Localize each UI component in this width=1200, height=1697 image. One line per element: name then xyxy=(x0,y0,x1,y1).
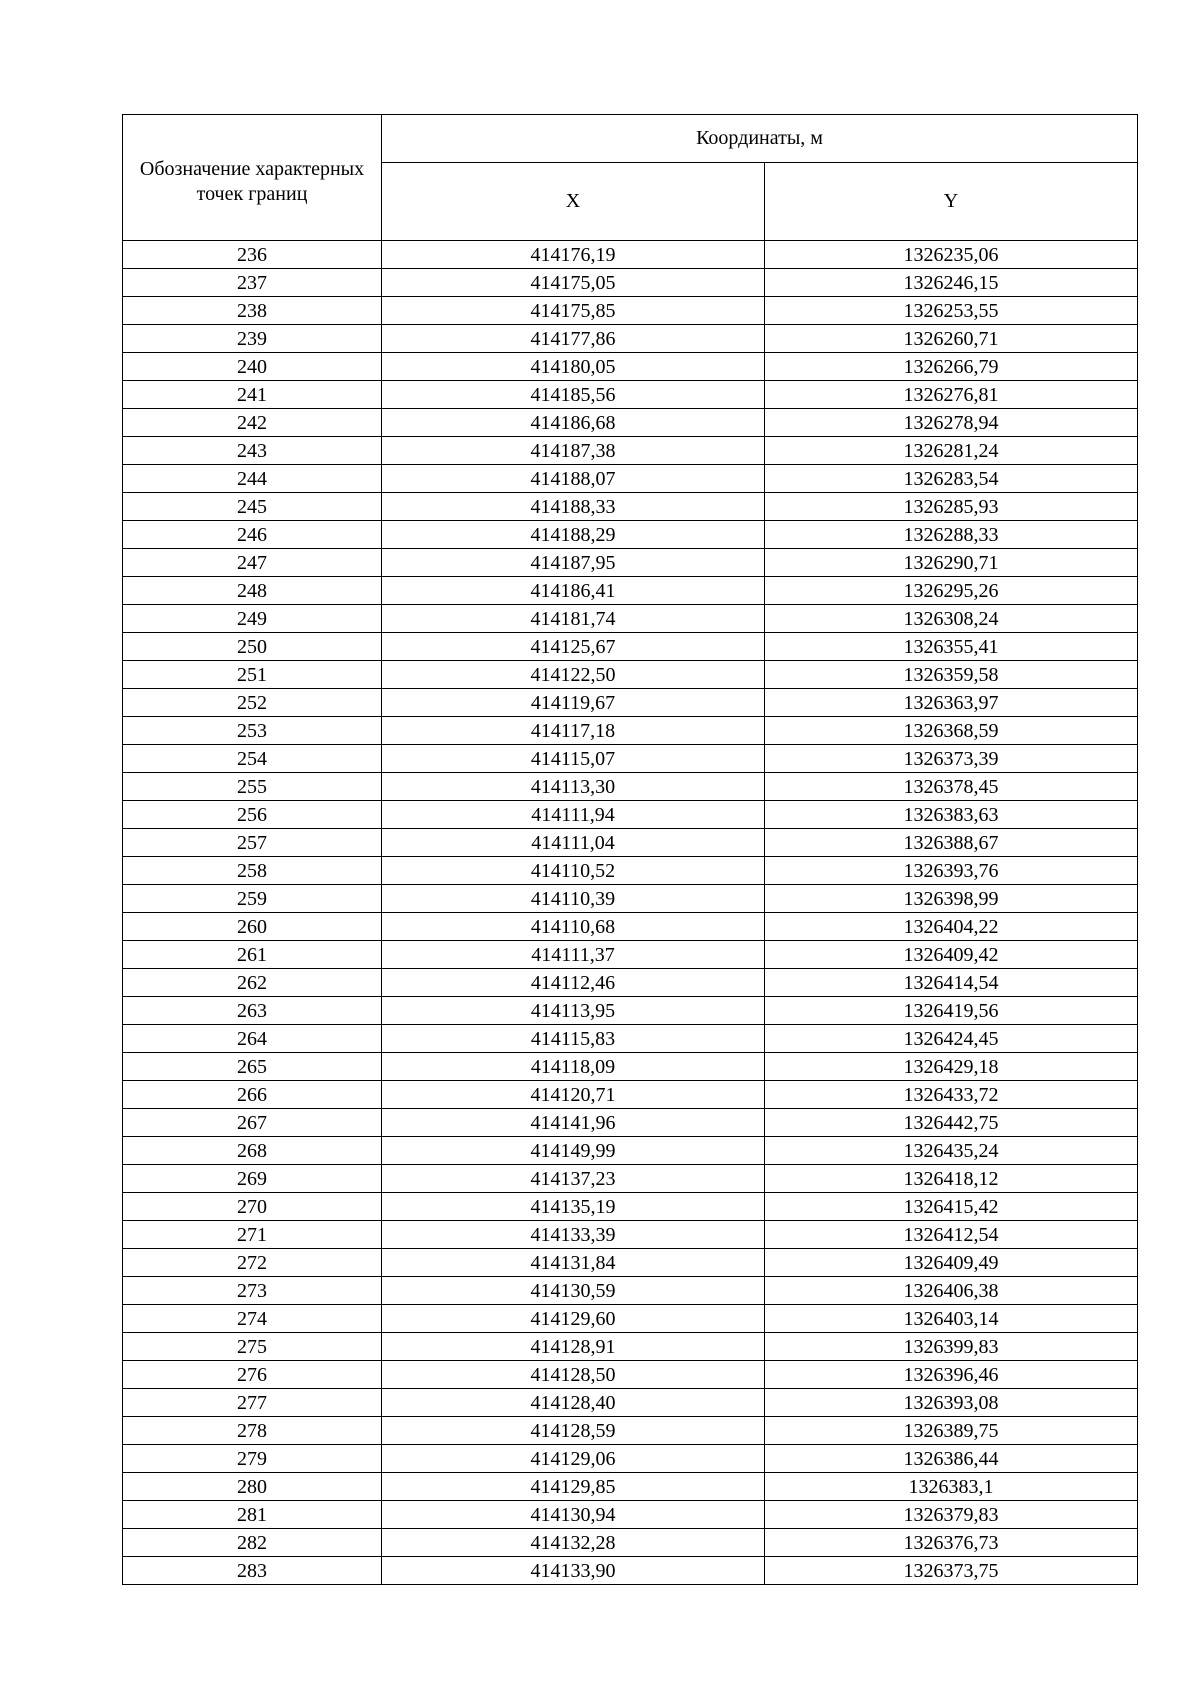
x-coordinate-cell: 414131,84 xyxy=(382,1249,765,1277)
point-number-cell: 252 xyxy=(123,689,382,717)
y-coordinate-cell: 1326373,39 xyxy=(765,745,1138,773)
point-number-cell: 242 xyxy=(123,409,382,437)
point-number-cell: 250 xyxy=(123,633,382,661)
y-coordinate-cell: 1326278,94 xyxy=(765,409,1138,437)
x-coordinate-cell: 414188,33 xyxy=(382,493,765,521)
y-coordinate-cell: 1326378,45 xyxy=(765,773,1138,801)
x-coordinate-cell: 414128,40 xyxy=(382,1389,765,1417)
table-row xyxy=(123,325,1138,353)
table-row xyxy=(123,1417,1138,1445)
table-row xyxy=(123,1109,1138,1137)
point-number-cell: 251 xyxy=(123,661,382,689)
x-coordinate-cell: 414133,39 xyxy=(382,1221,765,1249)
table-row xyxy=(123,1137,1138,1165)
point-number-cell: 244 xyxy=(123,465,382,493)
y-coordinate-cell: 1326285,93 xyxy=(765,493,1138,521)
x-coordinate-cell: 414128,50 xyxy=(382,1361,765,1389)
point-number-cell: 258 xyxy=(123,857,382,885)
y-coordinate-cell: 1326373,75 xyxy=(765,1557,1138,1585)
x-coordinate-cell: 414175,85 xyxy=(382,297,765,325)
x-coordinate-cell: 414176,19 xyxy=(382,241,765,269)
point-number-cell: 262 xyxy=(123,969,382,997)
y-coordinate-cell: 1326442,75 xyxy=(765,1109,1138,1137)
point-number-cell: 247 xyxy=(123,549,382,577)
y-coordinate-cell: 1326389,75 xyxy=(765,1417,1138,1445)
x-coordinate-cell: 414110,39 xyxy=(382,885,765,913)
coordinates-header: Координаты, м xyxy=(382,115,1138,163)
y-coordinate-cell: 1326308,24 xyxy=(765,605,1138,633)
table-row xyxy=(123,1361,1138,1389)
table-row xyxy=(123,437,1138,465)
point-number-cell: 269 xyxy=(123,1165,382,1193)
y-coordinate-cell: 1326409,49 xyxy=(765,1249,1138,1277)
x-coordinate-cell: 414113,95 xyxy=(382,997,765,1025)
point-number-cell: 238 xyxy=(123,297,382,325)
x-coordinate-cell: 414129,06 xyxy=(382,1445,765,1473)
table-row xyxy=(123,549,1138,577)
table-body xyxy=(123,241,1138,1585)
point-number-cell: 276 xyxy=(123,1361,382,1389)
table-row xyxy=(123,745,1138,773)
coordinates-table xyxy=(122,114,1138,1585)
table-row xyxy=(123,717,1138,745)
point-number-cell: 254 xyxy=(123,745,382,773)
y-coordinate-cell: 1326283,54 xyxy=(765,465,1138,493)
y-coordinate-cell: 1326246,15 xyxy=(765,269,1138,297)
x-coordinate-cell: 414130,59 xyxy=(382,1277,765,1305)
x-coordinate-cell: 414181,74 xyxy=(382,605,765,633)
point-number-cell: 273 xyxy=(123,1277,382,1305)
x-coordinate-cell: 414141,96 xyxy=(382,1109,765,1137)
table-row xyxy=(123,577,1138,605)
y-coordinate-cell: 1326386,44 xyxy=(765,1445,1138,1473)
x-coordinate-cell: 414187,95 xyxy=(382,549,765,577)
point-number-cell: 260 xyxy=(123,913,382,941)
table-row xyxy=(123,493,1138,521)
table-row xyxy=(123,997,1138,1025)
x-coordinate-cell: 414186,41 xyxy=(382,577,765,605)
x-coordinate-cell: 414115,83 xyxy=(382,1025,765,1053)
table-row xyxy=(123,1389,1138,1417)
table-row xyxy=(123,857,1138,885)
table-row xyxy=(123,1053,1138,1081)
x-coordinate-cell: 414185,56 xyxy=(382,381,765,409)
y-coordinate-cell: 1326355,41 xyxy=(765,633,1138,661)
table-row xyxy=(123,521,1138,549)
y-coordinate-cell: 1326419,56 xyxy=(765,997,1138,1025)
x-coordinate-cell: 414186,68 xyxy=(382,409,765,437)
y-coordinate-cell: 1326253,55 xyxy=(765,297,1138,325)
y-coordinate-cell: 1326235,06 xyxy=(765,241,1138,269)
x-coordinate-cell: 414110,68 xyxy=(382,913,765,941)
x-coordinate-cell: 414129,85 xyxy=(382,1473,765,1501)
y-coordinate-cell: 1326276,81 xyxy=(765,381,1138,409)
y-coordinate-cell: 1326368,59 xyxy=(765,717,1138,745)
x-coordinate-cell: 414111,04 xyxy=(382,829,765,857)
y-coordinate-cell: 1326435,24 xyxy=(765,1137,1138,1165)
table-row xyxy=(123,1221,1138,1249)
x-coordinate-cell: 414117,18 xyxy=(382,717,765,745)
y-coordinate-cell: 1326396,46 xyxy=(765,1361,1138,1389)
x-coordinate-cell: 414113,30 xyxy=(382,773,765,801)
x-coordinate-cell: 414132,28 xyxy=(382,1529,765,1557)
point-number-cell: 265 xyxy=(123,1053,382,1081)
table-row xyxy=(123,1529,1138,1557)
x-coordinate-cell: 414110,52 xyxy=(382,857,765,885)
x-coordinate-cell: 414177,86 xyxy=(382,325,765,353)
y-coordinate-cell: 1326359,58 xyxy=(765,661,1138,689)
point-number-cell: 272 xyxy=(123,1249,382,1277)
point-number-cell: 263 xyxy=(123,997,382,1025)
x-coordinate-cell: 414125,67 xyxy=(382,633,765,661)
y-coordinate-cell: 1326404,22 xyxy=(765,913,1138,941)
y-coordinate-cell: 1326414,54 xyxy=(765,969,1138,997)
table-row xyxy=(123,829,1138,857)
table-row xyxy=(123,269,1138,297)
x-coordinate-cell: 414119,67 xyxy=(382,689,765,717)
table-row xyxy=(123,1025,1138,1053)
table-row xyxy=(123,1557,1138,1585)
point-number-cell: 280 xyxy=(123,1473,382,1501)
table-row xyxy=(123,1473,1138,1501)
y-coordinate-cell: 1326376,73 xyxy=(765,1529,1138,1557)
point-number-cell: 281 xyxy=(123,1501,382,1529)
point-number-cell: 259 xyxy=(123,885,382,913)
table-row xyxy=(123,661,1138,689)
point-number-cell: 278 xyxy=(123,1417,382,1445)
point-number-cell: 279 xyxy=(123,1445,382,1473)
x-coordinate-cell: 414180,05 xyxy=(382,353,765,381)
x-coordinate-cell: 414120,71 xyxy=(382,1081,765,1109)
point-number-cell: 268 xyxy=(123,1137,382,1165)
point-number-cell: 248 xyxy=(123,577,382,605)
y-coordinate-cell: 1326433,72 xyxy=(765,1081,1138,1109)
x-coordinate-cell: 414137,23 xyxy=(382,1165,765,1193)
point-number-cell: 249 xyxy=(123,605,382,633)
point-number-cell: 270 xyxy=(123,1193,382,1221)
table-row xyxy=(123,1333,1138,1361)
table-row xyxy=(123,1193,1138,1221)
x-coordinate-cell: 414111,37 xyxy=(382,941,765,969)
y-coordinate-cell: 1326418,12 xyxy=(765,1165,1138,1193)
y-coordinate-cell: 1326363,97 xyxy=(765,689,1138,717)
y-coordinate-cell: 1326295,26 xyxy=(765,577,1138,605)
y-coordinate-cell: 1326383,63 xyxy=(765,801,1138,829)
y-coordinate-cell: 1326403,14 xyxy=(765,1305,1138,1333)
table-row xyxy=(123,969,1138,997)
x-coordinate-cell: 414128,59 xyxy=(382,1417,765,1445)
point-number-cell: 256 xyxy=(123,801,382,829)
point-number-cell: 264 xyxy=(123,1025,382,1053)
x-column-header: X xyxy=(382,163,765,241)
x-coordinate-cell: 414129,60 xyxy=(382,1305,765,1333)
point-number-cell: 245 xyxy=(123,493,382,521)
y-coordinate-cell: 1326388,67 xyxy=(765,829,1138,857)
x-coordinate-cell: 414188,07 xyxy=(382,465,765,493)
table-row xyxy=(123,409,1138,437)
x-coordinate-cell: 414149,99 xyxy=(382,1137,765,1165)
point-number-cell: 243 xyxy=(123,437,382,465)
x-coordinate-cell: 414188,29 xyxy=(382,521,765,549)
table-row xyxy=(123,885,1138,913)
point-number-cell: 257 xyxy=(123,829,382,857)
table-row xyxy=(123,1305,1138,1333)
y-coordinate-cell: 1326266,79 xyxy=(765,353,1138,381)
y-coordinate-cell: 1326281,24 xyxy=(765,437,1138,465)
point-number-cell: 261 xyxy=(123,941,382,969)
x-coordinate-cell: 414130,94 xyxy=(382,1501,765,1529)
point-number-cell: 266 xyxy=(123,1081,382,1109)
y-coordinate-cell: 1326393,08 xyxy=(765,1389,1138,1417)
y-coordinate-cell: 1326399,83 xyxy=(765,1333,1138,1361)
point-number-cell: 239 xyxy=(123,325,382,353)
y-coordinate-cell: 1326288,33 xyxy=(765,521,1138,549)
y-coordinate-cell: 1326260,71 xyxy=(765,325,1138,353)
x-coordinate-cell: 414115,07 xyxy=(382,745,765,773)
y-coordinate-cell: 1326290,71 xyxy=(765,549,1138,577)
table-row xyxy=(123,465,1138,493)
y-coordinate-cell: 1326383,1 xyxy=(765,1473,1138,1501)
point-number-cell: 246 xyxy=(123,521,382,549)
y-coordinate-cell: 1326406,38 xyxy=(765,1277,1138,1305)
x-coordinate-cell: 414122,50 xyxy=(382,661,765,689)
table-row xyxy=(123,605,1138,633)
y-coordinate-cell: 1326409,42 xyxy=(765,941,1138,969)
point-number-cell: 277 xyxy=(123,1389,382,1417)
point-number-cell: 274 xyxy=(123,1305,382,1333)
y-coordinate-cell: 1326429,18 xyxy=(765,1053,1138,1081)
x-coordinate-cell: 414175,05 xyxy=(382,269,765,297)
point-number-cell: 282 xyxy=(123,1529,382,1557)
table-row xyxy=(123,689,1138,717)
y-coordinate-cell: 1326412,54 xyxy=(765,1221,1138,1249)
y-coordinate-cell: 1326415,42 xyxy=(765,1193,1138,1221)
point-number-cell: 271 xyxy=(123,1221,382,1249)
point-number-cell: 241 xyxy=(123,381,382,409)
table-row xyxy=(123,381,1138,409)
x-coordinate-cell: 414128,91 xyxy=(382,1333,765,1361)
table-row xyxy=(123,1165,1138,1193)
y-coordinate-cell: 1326379,83 xyxy=(765,1501,1138,1529)
y-coordinate-cell: 1326398,99 xyxy=(765,885,1138,913)
point-number-cell: 237 xyxy=(123,269,382,297)
point-designation-header: Обозначение характерных точек границ xyxy=(123,115,382,241)
table-row xyxy=(123,941,1138,969)
y-column-header: Y xyxy=(765,163,1138,241)
point-number-cell: 236 xyxy=(123,241,382,269)
table-row xyxy=(123,1277,1138,1305)
point-number-cell: 253 xyxy=(123,717,382,745)
table-row xyxy=(123,633,1138,661)
point-number-cell: 283 xyxy=(123,1557,382,1585)
table-header xyxy=(123,115,1138,241)
point-number-cell: 255 xyxy=(123,773,382,801)
table-row xyxy=(123,801,1138,829)
table-row xyxy=(123,1501,1138,1529)
table-row xyxy=(123,913,1138,941)
table-row xyxy=(123,1445,1138,1473)
point-number-cell: 240 xyxy=(123,353,382,381)
x-coordinate-cell: 414187,38 xyxy=(382,437,765,465)
x-coordinate-cell: 414112,46 xyxy=(382,969,765,997)
table-row xyxy=(123,773,1138,801)
table-row xyxy=(123,353,1138,381)
x-coordinate-cell: 414133,90 xyxy=(382,1557,765,1585)
x-coordinate-cell: 414118,09 xyxy=(382,1053,765,1081)
point-number-cell: 267 xyxy=(123,1109,382,1137)
x-coordinate-cell: 414111,94 xyxy=(382,801,765,829)
y-coordinate-cell: 1326393,76 xyxy=(765,857,1138,885)
table-row xyxy=(123,297,1138,325)
table-row xyxy=(123,241,1138,269)
x-coordinate-cell: 414135,19 xyxy=(382,1193,765,1221)
y-coordinate-cell: 1326424,45 xyxy=(765,1025,1138,1053)
point-number-cell: 275 xyxy=(123,1333,382,1361)
table-row xyxy=(123,1081,1138,1109)
table-row xyxy=(123,1249,1138,1277)
